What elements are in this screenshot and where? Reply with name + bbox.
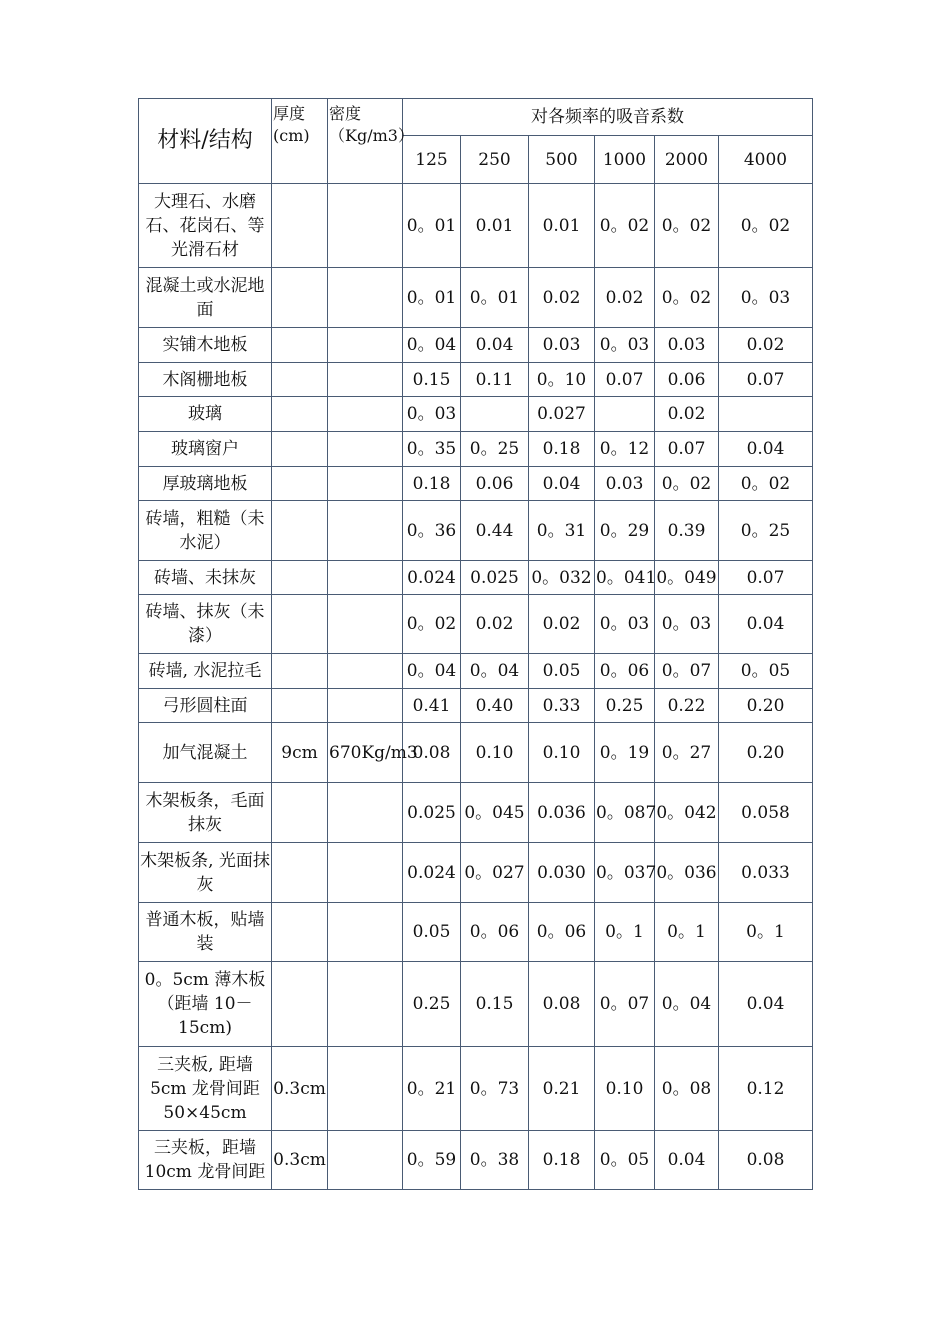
- header-frequency-group: 对各频率的吸音系数: [403, 99, 813, 136]
- coefficient-cell: 0.02: [595, 268, 655, 328]
- thickness-cell: [272, 268, 328, 328]
- coefficient-cell: [595, 397, 655, 432]
- coefficient-cell: 0.07: [719, 363, 813, 397]
- coefficient-cell: 0。05: [595, 1131, 655, 1190]
- coefficient-cell: 0.03: [529, 328, 595, 363]
- coefficient-cell: 0。04: [655, 962, 719, 1047]
- coefficient-cell: 0.058: [719, 783, 813, 843]
- coefficient-cell: 0.15: [403, 363, 461, 397]
- material-cell: 木架板条, 光面抹灰: [139, 843, 272, 903]
- coefficient-cell: 0。05: [719, 654, 813, 689]
- thickness-cell: [272, 962, 328, 1047]
- coefficient-cell: 0.030: [529, 843, 595, 903]
- coefficient-cell: 0。027: [461, 843, 529, 903]
- header-freq: 2000: [655, 136, 719, 184]
- coefficient-cell: 0.22: [655, 689, 719, 723]
- density-cell: [328, 689, 403, 723]
- coefficient-cell: 0.03: [655, 328, 719, 363]
- coefficient-cell: 0。73: [461, 1047, 529, 1131]
- coefficient-cell: 0.10: [529, 723, 595, 783]
- material-cell: 木架板条，毛面抹灰: [139, 783, 272, 843]
- coefficient-cell: 0。12: [595, 432, 655, 467]
- coefficient-cell: 0。07: [655, 654, 719, 689]
- coefficient-cell: 0.25: [595, 689, 655, 723]
- density-cell: 670Kg/m3: [328, 723, 403, 783]
- table-row: [139, 1131, 813, 1190]
- density-cell: [328, 268, 403, 328]
- density-cell: [328, 328, 403, 363]
- coefficient-cell: 0.20: [719, 689, 813, 723]
- coefficient-cell: 0。38: [461, 1131, 529, 1190]
- coefficient-cell: 0。08: [655, 1047, 719, 1131]
- thickness-cell: [272, 397, 328, 432]
- header-freq: 500: [529, 136, 595, 184]
- coefficient-cell: 0。049: [655, 561, 719, 595]
- material-cell: 厚玻璃地板: [139, 467, 272, 501]
- coefficient-cell: 0.05: [403, 903, 461, 962]
- coefficient-cell: 0.25: [403, 962, 461, 1047]
- coefficient-cell: [719, 397, 813, 432]
- material-cell: 砖墙, 水泥拉毛: [139, 654, 272, 689]
- coefficient-cell: 0.44: [461, 501, 529, 561]
- coefficient-cell: 0。02: [719, 467, 813, 501]
- table-row: [139, 397, 813, 432]
- coefficient-cell: 0.39: [655, 501, 719, 561]
- material-cell: 砖墙、未抹灰: [139, 561, 272, 595]
- coefficient-cell: 0。032: [529, 561, 595, 595]
- coefficient-cell: 0。25: [719, 501, 813, 561]
- coefficient-cell: 0.33: [529, 689, 595, 723]
- coefficient-cell: 0.04: [655, 1131, 719, 1190]
- table-row: [139, 268, 813, 328]
- coefficient-cell: 0。03: [655, 595, 719, 654]
- table-row: [139, 595, 813, 654]
- coefficient-cell: 0。087: [595, 783, 655, 843]
- coefficient-cell: 0.18: [529, 432, 595, 467]
- coefficient-cell: 0。06: [595, 654, 655, 689]
- density-cell: [328, 432, 403, 467]
- coefficient-cell: 0。29: [595, 501, 655, 561]
- coefficient-cell: 0。03: [403, 397, 461, 432]
- coefficient-cell: 0。1: [719, 903, 813, 962]
- coefficient-cell: [461, 397, 529, 432]
- coefficient-cell: 0。04: [403, 654, 461, 689]
- coefficient-cell: 0.18: [403, 467, 461, 501]
- coefficient-cell: 0。036: [655, 843, 719, 903]
- coefficient-cell: 0.036: [529, 783, 595, 843]
- coefficient-cell: 0.024: [403, 843, 461, 903]
- coefficient-cell: 0.024: [403, 561, 461, 595]
- coefficient-cell: 0.02: [529, 595, 595, 654]
- absorption-table: [138, 98, 813, 1190]
- material-cell: 普通木板，贴墙装: [139, 903, 272, 962]
- material-cell: 加气混凝土: [139, 723, 272, 783]
- header-freq: 1000: [595, 136, 655, 184]
- thickness-cell: [272, 654, 328, 689]
- coefficient-cell: 0。01: [403, 268, 461, 328]
- coefficient-cell: 0.08: [403, 723, 461, 783]
- table-row: [139, 962, 813, 1047]
- density-cell: [328, 654, 403, 689]
- coefficient-cell: 0.01: [529, 184, 595, 268]
- material-cell: 砖墙、抹灰（未漆）: [139, 595, 272, 654]
- table-row: [139, 843, 813, 903]
- coefficient-cell: 0.12: [719, 1047, 813, 1131]
- coefficient-cell: 0.20: [719, 723, 813, 783]
- header-freq: 4000: [719, 136, 813, 184]
- coefficient-cell: 0.04: [719, 432, 813, 467]
- coefficient-cell: 0。02: [403, 595, 461, 654]
- thickness-cell: 0.3cm: [272, 1131, 328, 1190]
- density-cell: [328, 903, 403, 962]
- coefficient-cell: 0.02: [461, 595, 529, 654]
- thickness-cell: 0.3cm: [272, 1047, 328, 1131]
- thickness-cell: [272, 501, 328, 561]
- coefficient-cell: 0。04: [461, 654, 529, 689]
- header-material: 材料/结构: [139, 99, 272, 184]
- coefficient-cell: 0。02: [655, 467, 719, 501]
- density-cell: [328, 184, 403, 268]
- table-row: [139, 501, 813, 561]
- table-row: [139, 328, 813, 363]
- coefficient-cell: 0。02: [655, 268, 719, 328]
- thickness-cell: [272, 783, 328, 843]
- coefficient-cell: 0.06: [655, 363, 719, 397]
- density-cell: [328, 1047, 403, 1131]
- coefficient-cell: 0。06: [461, 903, 529, 962]
- thickness-cell: [272, 595, 328, 654]
- material-cell: 三夹板，距墙10cm 龙骨间距: [139, 1131, 272, 1190]
- coefficient-cell: 0.03: [595, 467, 655, 501]
- table-row: [139, 467, 813, 501]
- coefficient-cell: 0.033: [719, 843, 813, 903]
- thickness-cell: [272, 184, 328, 268]
- coefficient-cell: 0。045: [461, 783, 529, 843]
- coefficient-cell: 0.025: [403, 783, 461, 843]
- coefficient-cell: 0.04: [719, 962, 813, 1047]
- coefficient-cell: 0。1: [595, 903, 655, 962]
- coefficient-cell: 0。03: [595, 595, 655, 654]
- header-freq: 250: [461, 136, 529, 184]
- table-row: [139, 561, 813, 595]
- coefficient-cell: 0。01: [403, 184, 461, 268]
- coefficient-cell: 0。36: [403, 501, 461, 561]
- density-cell: [328, 363, 403, 397]
- coefficient-cell: 0。1: [655, 903, 719, 962]
- coefficient-cell: 0.41: [403, 689, 461, 723]
- table-row: [139, 1047, 813, 1131]
- thickness-cell: [272, 363, 328, 397]
- density-cell: [328, 501, 403, 561]
- coefficient-cell: 0。19: [595, 723, 655, 783]
- coefficient-cell: 0.02: [719, 328, 813, 363]
- coefficient-cell: 0。25: [461, 432, 529, 467]
- thickness-cell: [272, 432, 328, 467]
- header-density: 密度（Kg/m3）: [328, 99, 403, 184]
- density-cell: [328, 783, 403, 843]
- coefficient-cell: 0。02: [719, 184, 813, 268]
- coefficient-cell: 0。06: [529, 903, 595, 962]
- coefficient-cell: 0。21: [403, 1047, 461, 1131]
- material-cell: 玻璃: [139, 397, 272, 432]
- material-cell: 0。5cm 薄木板（距墙 10－15cm): [139, 962, 272, 1047]
- coefficient-cell: 0.08: [529, 962, 595, 1047]
- header-thickness: 厚度(cm): [272, 99, 328, 184]
- material-cell: 三夹板, 距墙5cm 龙骨间距50×45cm: [139, 1047, 272, 1131]
- table-row: [139, 903, 813, 962]
- thickness-cell: [272, 467, 328, 501]
- coefficient-cell: 0。02: [595, 184, 655, 268]
- coefficient-cell: 0.07: [719, 561, 813, 595]
- material-cell: 木阁栅地板: [139, 363, 272, 397]
- header-freq: 125: [403, 136, 461, 184]
- table-row: [139, 654, 813, 689]
- coefficient-cell: 0.10: [595, 1047, 655, 1131]
- thickness-cell: [272, 561, 328, 595]
- thickness-cell: 9cm: [272, 723, 328, 783]
- density-cell: [328, 397, 403, 432]
- coefficient-cell: 0。042: [655, 783, 719, 843]
- material-cell: 砖墙，粗糙（未水泥）: [139, 501, 272, 561]
- coefficient-cell: 0.06: [461, 467, 529, 501]
- thickness-cell: [272, 903, 328, 962]
- coefficient-cell: 0。03: [595, 328, 655, 363]
- material-cell: 大理石、水磨石、花岗石、等光滑石材: [139, 184, 272, 268]
- coefficient-cell: 0。59: [403, 1131, 461, 1190]
- coefficient-cell: 0.025: [461, 561, 529, 595]
- coefficient-cell: 0。041: [595, 561, 655, 595]
- density-cell: [328, 962, 403, 1047]
- coefficient-cell: 0.04: [461, 328, 529, 363]
- material-cell: 实铺木地板: [139, 328, 272, 363]
- table-row: [139, 689, 813, 723]
- coefficient-cell: 0。02: [655, 184, 719, 268]
- coefficient-cell: 0.08: [719, 1131, 813, 1190]
- coefficient-cell: 0。07: [595, 962, 655, 1047]
- material-cell: 弓形圆柱面: [139, 689, 272, 723]
- coefficient-cell: 0。31: [529, 501, 595, 561]
- density-cell: [328, 843, 403, 903]
- coefficient-cell: 0。27: [655, 723, 719, 783]
- table-row: [139, 184, 813, 268]
- table-row: [139, 432, 813, 467]
- coefficient-cell: 0.02: [655, 397, 719, 432]
- coefficient-cell: 0.21: [529, 1047, 595, 1131]
- coefficient-cell: 0。04: [403, 328, 461, 363]
- density-cell: [328, 595, 403, 654]
- coefficient-cell: 0。03: [719, 268, 813, 328]
- density-cell: [328, 1131, 403, 1190]
- thickness-cell: [272, 328, 328, 363]
- coefficient-cell: 0.04: [719, 595, 813, 654]
- coefficient-cell: 0.10: [461, 723, 529, 783]
- coefficient-cell: 0.027: [529, 397, 595, 432]
- thickness-cell: [272, 843, 328, 903]
- coefficient-cell: 0.02: [529, 268, 595, 328]
- coefficient-cell: 0.07: [655, 432, 719, 467]
- coefficient-cell: 0。10: [529, 363, 595, 397]
- material-cell: 玻璃窗户: [139, 432, 272, 467]
- coefficient-cell: 0。35: [403, 432, 461, 467]
- coefficient-cell: 0.40: [461, 689, 529, 723]
- density-cell: [328, 561, 403, 595]
- coefficient-cell: 0.01: [461, 184, 529, 268]
- coefficient-cell: 0.05: [529, 654, 595, 689]
- thickness-cell: [272, 689, 328, 723]
- coefficient-cell: 0.04: [529, 467, 595, 501]
- table-row: [139, 783, 813, 843]
- density-cell: [328, 467, 403, 501]
- material-cell: 混凝土或水泥地面: [139, 268, 272, 328]
- coefficient-cell: 0。01: [461, 268, 529, 328]
- coefficient-cell: 0.07: [595, 363, 655, 397]
- table-row: [139, 363, 813, 397]
- coefficient-cell: 0.15: [461, 962, 529, 1047]
- coefficient-cell: 0.11: [461, 363, 529, 397]
- coefficient-cell: 0。037: [595, 843, 655, 903]
- coefficient-cell: 0.18: [529, 1131, 595, 1190]
- table-row: [139, 723, 813, 783]
